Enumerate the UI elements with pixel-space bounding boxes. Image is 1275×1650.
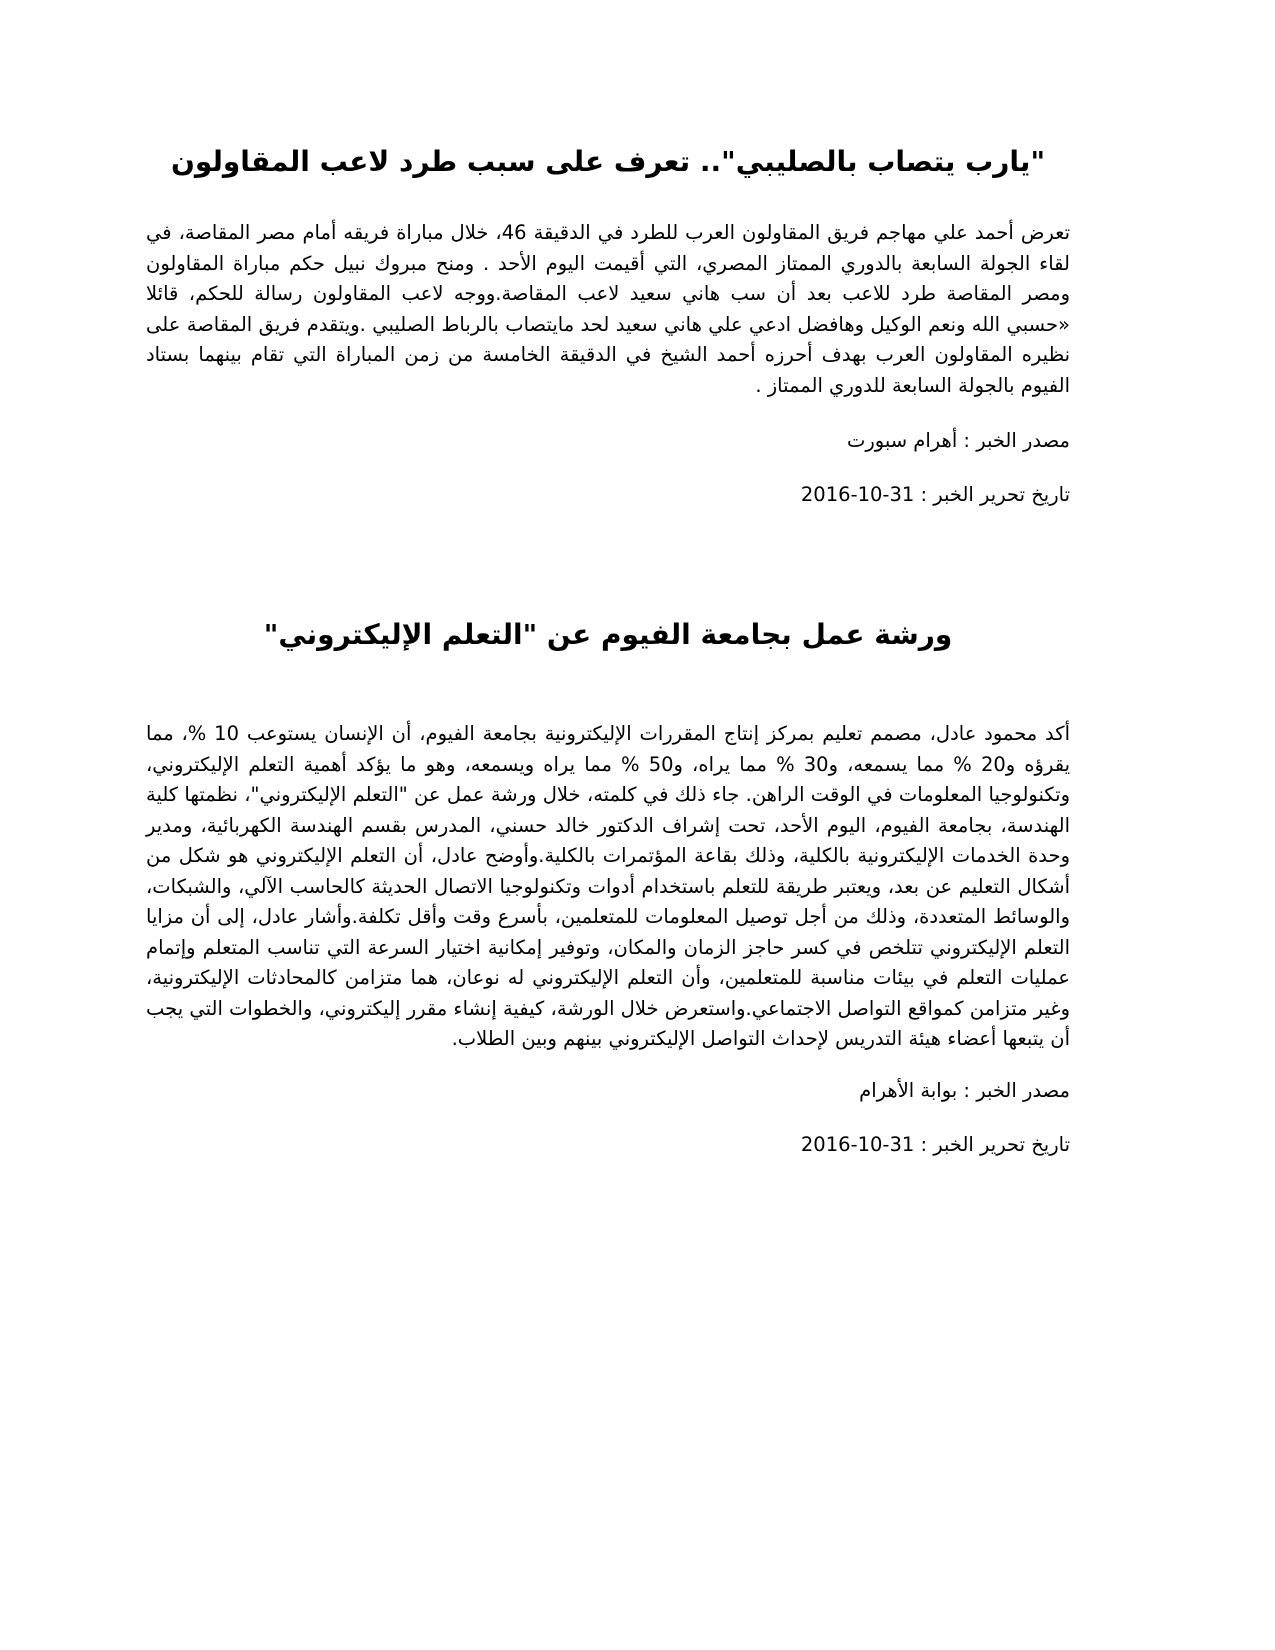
article-body: تعرض أحمد علي مهاجم فريق المقاولون العرب للطرد في الدقيقة 46، خلال مباراة فريقه أمام مصر المقاصة، في لقاء الجولة السابعة بالدوري الممتاز المصري، التي أقيمت اليوم الأحد . ومنح مبروك نبيل حكم مباراة المقاولون ومصر المقاصة طرد للاعب بعد أن سب هاني سعيد لاعب المقاصة.ووجه لاعب المقاولون رسالة للحكم، قائلا «حسبي الله ونعم الوكيل وهافضل ادعي علي هاني سعيد لحد مايتصاب بالرباط الصليبي .ويتقدم فريق المقاصة على نظيره المقاولون العرب بهدف أحرزه أحمد الشيخ في الدقيقة الخامسة من زمن المباراة التي تقام بينهما بستاد الفيوم بالجولة السابعة للدوري الممتاز . <box>146 221 1070 397</box>
article-title: "يارب يتصاب بالصليبي".. تعرف على سبب طرد لاعب المقاولون <box>170 145 1046 178</box>
article-body: أكد محمود عادل، مصمم تعليم بمركز إنتاج المقررات الإليكترونية بجامعة الفيوم، أن الإنسان يستوعب 10 %، مما يقرؤه و20 % مما يسمعه، و30 % مما يراه، و50 % مما يراه ويسمعه، وهو ما يؤكد أهمية التعلم الإليكتروني، وتكنولوجيا المعلومات في الوقت الراهن. جاء ذلك في كلمته، خلال ورشة عمل عن "التعلم الإليكتروني"، نظمتها كلية الهندسة، بجامعة الفيوم، اليوم الأحد، تحت إشراف الدكتور خالد حسني، المدرس بقسم الهندسة الكهربائية، ومدير وحدة الخدمات الإليكترونية بالكلية، وذلك بقاعة المؤتمرات بالكلية.وأوضح عادل، أن التعلم الإليكتروني هو شكل من أشكال التعليم عن بعد، ويعتبر طريقة للتعلم باستخدام أدوات وتكنولوجيا الاتصال الحديثة كالحاسب الآلي، والشبكات، والوسائط المتعددة، وذلك من أجل توصيل المعلومات للمتعلمين، بأسرع وقت وأقل تكلفة.وأشار عادل، إلى أن مزايا التعلم الإليكتروني تتلخص في كسر حاجز الزمان والمكان، وتوفير إمكانية اختيار السرعة التي تناسب المتعلم وإتمام عمليات التعلم في بيئات مناسبة للمتعلمين، وأن التعلم الإليكتروني له نوعان، هما متزامن كالمحادثات الإليكترونية، وغير متزامن كمواقع التواصل الاجتماعي.واستعرض خلال الورشة، كيفية إنشاء مقرر إليكتروني، والخطوات التي يجب أن يتبعها أعضاء هيئة التدريس لإحداث التواصل الإليكتروني بينهم وبين الطلاب. <box>146 722 1070 1050</box>
news-article <box>146 142 1070 509</box>
article-source: مصدر الخبر : أهرام سبورت <box>847 429 1070 452</box>
article-title: ورشة عمل بجامعة الفيوم عن "التعلم الإليكتروني" <box>263 618 953 651</box>
article-date: تاريخ تحرير الخبر : 31-10-2016 <box>800 1132 1070 1156</box>
article-date: تاريخ تحرير الخبر : 31-10-2016 <box>800 483 1070 506</box>
article-source: مصدر الخبر : بوابة الأهرام <box>859 1078 1070 1102</box>
news-article <box>146 615 1070 1159</box>
